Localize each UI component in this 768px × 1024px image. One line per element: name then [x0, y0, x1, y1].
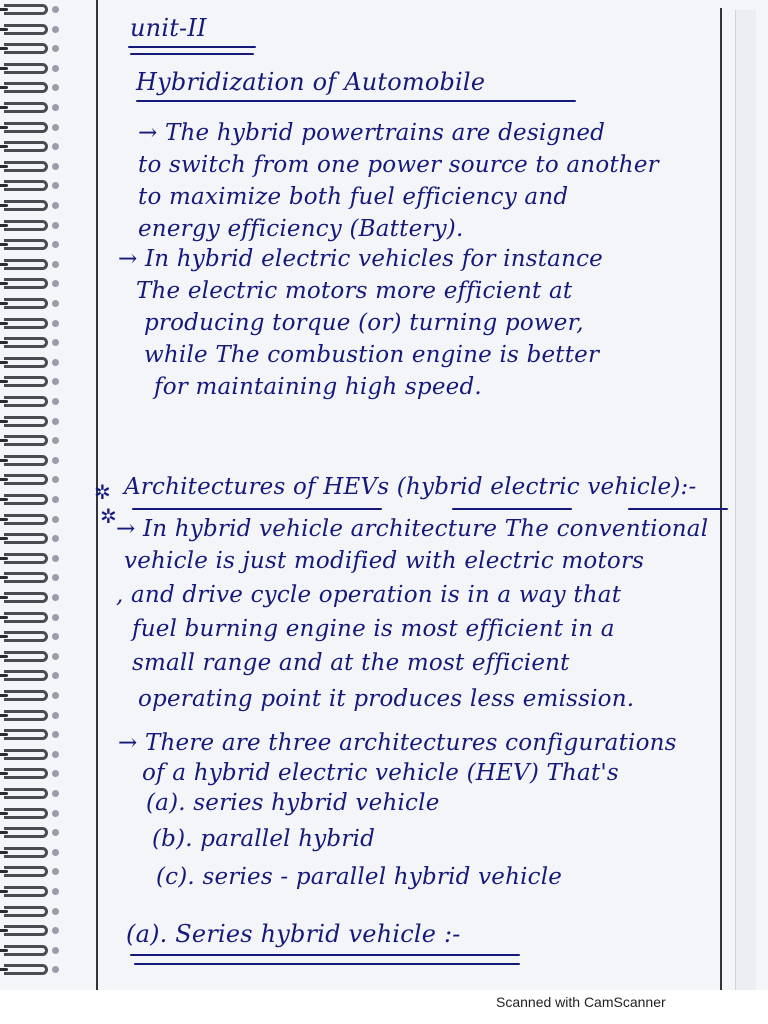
binding-hole: [52, 261, 59, 268]
spiral-ring: [4, 180, 48, 191]
binding-hole: [52, 535, 59, 542]
binding-hole: [52, 555, 59, 562]
binding-hole: [52, 614, 59, 621]
spiral-ring: [4, 553, 48, 564]
binding-hole: [52, 653, 59, 660]
camscanner-watermark: Scanned with CamScanner: [496, 994, 666, 1010]
page-title: [136, 68, 485, 96]
p2-line-2: The electric motors more efficient at: [136, 278, 573, 304]
unit-text: unit-II: [130, 14, 207, 42]
spiral-ring: [4, 396, 48, 407]
star-mark-2: ✲: [100, 504, 117, 528]
p1-line-4: energy efficiency (Battery).: [138, 216, 464, 242]
paragraph-3: [116, 516, 716, 716]
spiral-ring: [4, 631, 48, 642]
p1-line-3: to maximize both fuel efficiency and: [138, 184, 569, 210]
binding-hole: [52, 770, 59, 777]
page-edge: [735, 10, 756, 990]
binding-hole: [52, 790, 59, 797]
spiral-ring: [4, 200, 48, 211]
right-margin-line: [720, 8, 722, 990]
spiral-ring: [4, 161, 48, 172]
subheading-text: (a). Series hybrid vehicle :-: [126, 920, 461, 948]
star-mark-1: ✲: [94, 480, 111, 504]
binding-hole: [52, 849, 59, 856]
subheading: [126, 920, 461, 948]
p3-line-2: vehicle is just modified with electric motors: [124, 548, 645, 574]
p2-line-5: for maintaining high speed.: [154, 374, 482, 400]
spiral-ring: [4, 651, 48, 662]
unit-heading: [130, 14, 207, 42]
title-underline: [136, 100, 576, 102]
binding-hole: [52, 104, 59, 111]
binding-hole: [52, 65, 59, 72]
architecture-list: [146, 790, 706, 900]
spiral-ring: [4, 259, 48, 270]
binding-hole: [52, 633, 59, 640]
binding-hole: [52, 594, 59, 601]
binding-hole: [52, 810, 59, 817]
list-item: (c). series - parallel hybrid vehicle: [156, 864, 563, 890]
p3-line-5: small range and at the most efficient: [132, 650, 570, 676]
spiral-ring: [4, 416, 48, 427]
binding-hole: [52, 516, 59, 523]
binding-hole: [52, 966, 59, 973]
section-underline-1: [132, 508, 382, 510]
spiral-ring: [4, 827, 48, 838]
spiral-ring: [4, 964, 48, 975]
section-heading: [124, 474, 696, 500]
binding-hole: [52, 457, 59, 464]
spiral-ring: [4, 455, 48, 466]
p4-line-2: of a hybrid electric vehicle (HEV) That's: [142, 760, 619, 786]
p3-line-6: operating point it produces less emission.: [138, 686, 635, 712]
binding-hole: [52, 124, 59, 131]
spiral-ring: [4, 729, 48, 740]
p3-line-3: , and drive cycle operation is in a way that: [116, 582, 622, 608]
binding-hole: [52, 241, 59, 248]
binding-hole: [52, 574, 59, 581]
binding-hole: [52, 692, 59, 699]
spiral-ring: [4, 357, 48, 368]
binding-hole: [52, 418, 59, 425]
spiral-ring: [4, 768, 48, 779]
spiral-ring: [4, 945, 48, 956]
p2-line-4: while The combustion engine is better: [144, 342, 600, 368]
list-item: (a). series hybrid vehicle: [146, 790, 440, 816]
spiral-ring: [4, 788, 48, 799]
binding-hole: [52, 163, 59, 170]
subheading-underline-1: [130, 954, 520, 956]
spiral-ring: [4, 220, 48, 231]
spiral-ring: [4, 318, 48, 329]
binding-hole: [52, 45, 59, 52]
paragraph-2: [118, 246, 708, 416]
unit-underline: [128, 46, 256, 48]
section-heading-text: Architectures of HEVs (hybrid electric vehicle):-: [124, 474, 697, 500]
spiral-ring: [4, 572, 48, 583]
spiral-ring: [4, 710, 48, 721]
spiral-ring: [4, 474, 48, 485]
binding-hole: [52, 359, 59, 366]
section-underline-2: [452, 508, 572, 510]
binding-hole: [52, 908, 59, 915]
spiral-binding: [0, 0, 58, 990]
binding-hole: [52, 712, 59, 719]
binding-hole: [52, 26, 59, 33]
binding-hole: [52, 320, 59, 327]
binding-hole: [52, 300, 59, 307]
p4-line-1: → There are three architectures configurations: [118, 730, 677, 756]
list-item: (b). parallel hybrid: [152, 826, 376, 852]
spiral-ring: [4, 122, 48, 133]
binding-hole: [52, 476, 59, 483]
paragraph-4: [118, 730, 718, 790]
p1-line-1: → The hybrid powertrains are designed: [138, 120, 606, 146]
binding-hole: [52, 927, 59, 934]
spiral-ring: [4, 435, 48, 446]
spiral-ring: [4, 24, 48, 35]
spiral-ring: [4, 749, 48, 760]
spiral-ring: [4, 141, 48, 152]
binding-hole: [52, 947, 59, 954]
p1-line-2: to switch from one power source to another: [138, 152, 659, 178]
spiral-ring: [4, 514, 48, 525]
title-text: Hybridization of Automobile: [136, 68, 486, 96]
binding-hole: [52, 378, 59, 385]
spiral-ring: [4, 925, 48, 936]
spiral-ring: [4, 906, 48, 917]
spiral-ring: [4, 690, 48, 701]
binding-hole: [52, 6, 59, 13]
spiral-ring: [4, 4, 48, 15]
spiral-ring: [4, 847, 48, 858]
spiral-ring: [4, 278, 48, 289]
spiral-ring: [4, 82, 48, 93]
binding-hole: [52, 202, 59, 209]
binding-hole: [52, 672, 59, 679]
binding-hole: [52, 143, 59, 150]
binding-hole: [52, 222, 59, 229]
binding-hole: [52, 280, 59, 287]
binding-hole: [52, 496, 59, 503]
binding-hole: [52, 829, 59, 836]
spiral-ring: [4, 102, 48, 113]
spiral-ring: [4, 612, 48, 623]
binding-hole: [52, 731, 59, 738]
section-underline-3: [628, 508, 728, 510]
binding-hole: [52, 398, 59, 405]
binding-hole: [52, 437, 59, 444]
spiral-ring: [4, 808, 48, 819]
spiral-ring: [4, 63, 48, 74]
spiral-ring: [4, 376, 48, 387]
p2-line-3: producing torque (or) turning power,: [144, 310, 584, 336]
spiral-ring: [4, 866, 48, 877]
binding-hole: [52, 868, 59, 875]
p3-line-4: fuel burning engine is most efficient in a: [132, 616, 615, 642]
spiral-ring: [4, 494, 48, 505]
unit-underline-2: [130, 53, 254, 55]
spiral-ring: [4, 533, 48, 544]
spiral-ring: [4, 592, 48, 603]
binding-hole: [52, 84, 59, 91]
spiral-ring: [4, 886, 48, 897]
paragraph-1: [138, 120, 708, 260]
binding-hole: [52, 339, 59, 346]
spiral-ring: [4, 337, 48, 348]
binding-hole: [52, 888, 59, 895]
spiral-ring: [4, 670, 48, 681]
spiral-ring: [4, 43, 48, 54]
p2-line-1: → In hybrid electric vehicles for instance: [118, 246, 603, 272]
p3-line-1: → In hybrid vehicle architecture The conventional: [116, 516, 709, 542]
spiral-ring: [4, 239, 48, 250]
subheading-underline-2: [134, 963, 520, 965]
binding-hole: [52, 751, 59, 758]
spiral-ring: [4, 298, 48, 309]
binding-hole: [52, 182, 59, 189]
